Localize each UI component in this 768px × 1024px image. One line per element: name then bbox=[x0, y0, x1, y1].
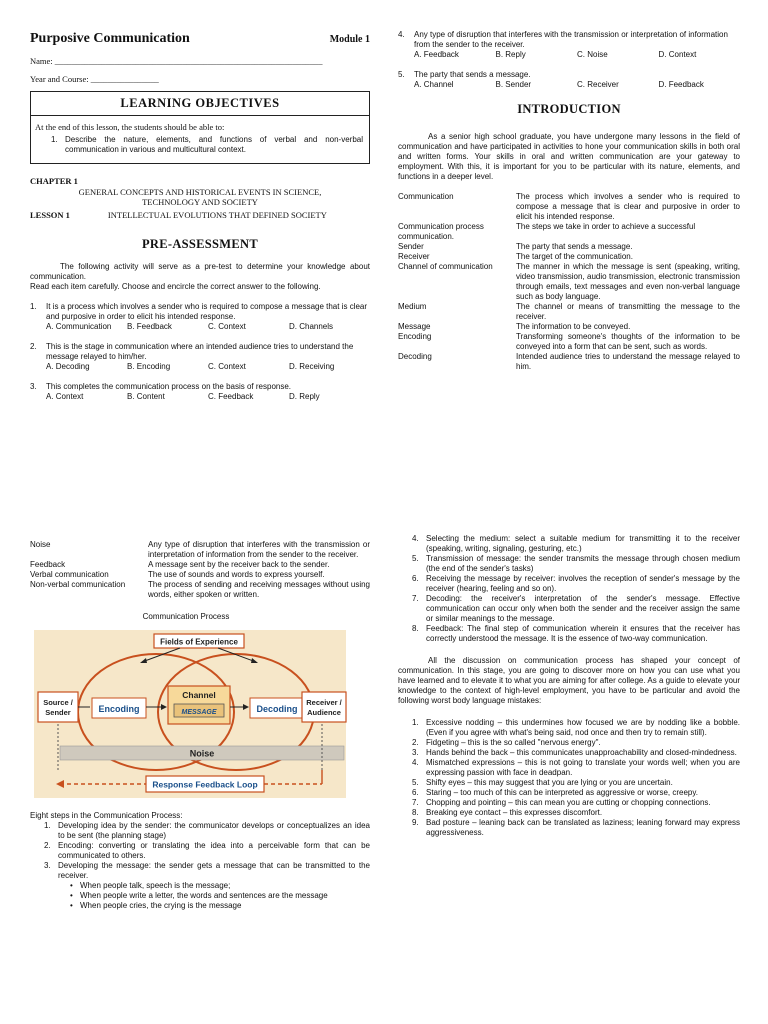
communication-diagram-svg bbox=[30, 630, 348, 800]
definition-row bbox=[398, 222, 740, 242]
body-language-mistakes-list bbox=[398, 718, 740, 838]
choice-c[interactable]: C. Feedback bbox=[208, 392, 254, 402]
choice-a[interactable]: A. Decoding bbox=[46, 362, 90, 372]
item-number: 5. bbox=[412, 778, 419, 787]
year-course-field[interactable]: Year and Course: ________________ bbox=[30, 74, 159, 85]
item-number: 5. bbox=[412, 554, 419, 563]
item-text: Breaking eye contact – this expresses discomfort. bbox=[426, 808, 603, 817]
step-item bbox=[412, 574, 740, 594]
definition-row bbox=[30, 560, 370, 570]
step-item bbox=[44, 821, 370, 841]
name-field[interactable]: Name: _______________________________________________________________ bbox=[30, 55, 323, 66]
definition-description: The channel or means of transmitting the message to the receiver. bbox=[516, 301, 740, 321]
mistake-item bbox=[412, 808, 740, 818]
item-text: Developing the message: the sender gets a message that can be transmitted to the receiver. bbox=[58, 861, 370, 880]
choice-c[interactable]: C. Context bbox=[208, 362, 246, 372]
definition-term: Decoding bbox=[398, 351, 432, 361]
choice-c[interactable]: C. Receiver bbox=[577, 80, 619, 89]
source-label: Source / bbox=[43, 698, 73, 707]
chapter-label: CHAPTER 1 bbox=[30, 176, 78, 186]
decoding-label: Decoding bbox=[256, 704, 298, 714]
answer-choices bbox=[414, 50, 740, 60]
bullet-icon: • bbox=[70, 901, 73, 910]
noise-label: Noise bbox=[189, 748, 215, 759]
item-text: Fidgeting – this is the so called "nervous energy". bbox=[426, 738, 601, 747]
item-number: 9. bbox=[412, 818, 419, 827]
item-number: 8. bbox=[412, 808, 419, 817]
choice-a[interactable]: A. Channel bbox=[414, 80, 454, 89]
question-5: 5. The party that sends a message. A. Channel B. Sender C. Receiver D. Feedback bbox=[398, 70, 740, 90]
definition-row bbox=[398, 332, 740, 352]
item-text: Bad posture – leaning back can be translated as laziness; leaning forward may express aggressiveness. bbox=[426, 818, 740, 837]
receiver-label: Receiver / bbox=[306, 698, 342, 707]
learning-objectives-box bbox=[30, 91, 370, 164]
step-item bbox=[44, 861, 370, 881]
question-3: 3. This completes the communication process on the basis of response. A. Context B. Content C. Feedback D. Reply bbox=[30, 382, 370, 402]
bullet-text: When people cries, the crying is the message bbox=[80, 901, 242, 910]
choice-d[interactable]: D. Channels bbox=[289, 322, 334, 332]
choice-a[interactable]: A. Communication bbox=[46, 322, 112, 332]
choice-c[interactable]: C. Context bbox=[208, 322, 246, 332]
definition-term: Channel of communication bbox=[398, 261, 493, 271]
source-sender-box bbox=[38, 692, 78, 722]
communication-process-diagram bbox=[30, 630, 370, 803]
definition-description: Intended audience tries to understand the message relayed to him. bbox=[516, 351, 740, 371]
learning-objectives-title: LEARNING OBJECTIVES bbox=[31, 96, 369, 117]
encoding-label: Encoding bbox=[98, 704, 140, 714]
steps-list-left bbox=[30, 821, 370, 881]
definition-row bbox=[30, 570, 370, 580]
definitions-table-2 bbox=[30, 540, 370, 600]
item-number: 3. bbox=[44, 861, 51, 870]
bullet-item bbox=[70, 891, 370, 901]
pre-assessment-intro: The following activity will serve as a pre-test to determine your knowledge about communication. bbox=[30, 262, 370, 282]
definition-description: The steps we take in order to achieve a successful bbox=[516, 221, 696, 231]
mistake-item bbox=[412, 798, 740, 808]
definition-description: A message sent by the receiver back to the sender. bbox=[148, 560, 330, 569]
choice-b[interactable]: B. Feedback bbox=[127, 322, 172, 332]
definition-term: Medium bbox=[398, 301, 427, 311]
definition-row bbox=[398, 262, 740, 302]
definition-row bbox=[30, 540, 370, 560]
definition-term: Verbal communication bbox=[30, 570, 109, 579]
item-number: 8. bbox=[412, 624, 419, 633]
mistake-item bbox=[412, 778, 740, 788]
step-item bbox=[412, 534, 740, 554]
choice-d[interactable]: D. Context bbox=[658, 50, 697, 59]
choice-b[interactable]: B. Reply bbox=[495, 50, 526, 59]
discussion-paragraph: All the discussion on communication process has shaped your concept of communication. In this stage, you are going to discover more on how you can use what you have learned and to elevate it to what you are aiming for after college. As a guide to elevate your knowledge to the context of high-level employment, you have to be particular and avoid the following worst body language mistakes: bbox=[398, 656, 740, 705]
definition-row bbox=[398, 242, 740, 252]
choice-b[interactable]: B. Content bbox=[127, 392, 165, 402]
choice-a[interactable]: A. Feedback bbox=[414, 50, 459, 59]
lesson-row bbox=[30, 210, 370, 221]
objective-item: 1. Describe the nature, elements, and functions of verbal and non-verbal communication in various and multicultural context. bbox=[51, 135, 363, 154]
definition-row bbox=[30, 580, 370, 600]
choice-d[interactable]: D. Reply bbox=[289, 392, 320, 402]
bullet-item bbox=[70, 881, 370, 891]
definitions-table bbox=[398, 192, 740, 372]
introduction-title: INTRODUCTION bbox=[517, 102, 621, 116]
item-text: Developing idea by the sender: the communicator develops or conceptualizes an idea to be sent (the planning stage) bbox=[58, 821, 370, 840]
step-item bbox=[44, 841, 370, 861]
definition-term: Encoding bbox=[398, 331, 432, 341]
item-number: 2. bbox=[412, 738, 419, 747]
question-2: 2. This is the stage in communication where an intended audience tries to understand the message relayed to him/her. A. Decoding B. Encoding C. Context D. Receiving bbox=[30, 342, 370, 372]
item-text: Receiving the message by receiver: involves the reception of sender's message by the receiver (hearing, feeling and so on). bbox=[426, 574, 740, 593]
definition-term: Non-verbal communication bbox=[30, 580, 126, 589]
item-text: Feedback: The final step of communication wherein it ensures that the receiver has correctly understood the message. It is the essence of two-way communication. bbox=[426, 624, 740, 643]
item-number: 7. bbox=[412, 798, 419, 807]
audience-label: Audience bbox=[307, 708, 341, 717]
introduction-text: As a senior high school graduate, you have undergone many lessons in the field of communication and have participated in activities to hone your communication skills in both oral and written forms. Your skills in oral and written communication are your gateway to employment. With this, it is important for you to be particular with its nature, elements, and functions in a deeper level. bbox=[398, 131, 740, 181]
definition-description: The manner in which the message is sent (speaking, writing, video transmission, audio transmission, electronic transmission through emails, text messages and even non-verbal language such as body language. bbox=[516, 261, 740, 301]
question-1: 1. It is a process which involves a sender who is required to compose a message that is clear and purposive in order to elicit his intended response. A. Communication B. Feedback C. Context D. Channels bbox=[30, 302, 370, 332]
definition-term: Message bbox=[398, 321, 431, 331]
item-text: Mismatched expressions – this is not going to translate your words well; when you are expressing passion with face in deadpan. bbox=[426, 758, 740, 777]
fields-of-experience-label: Fields of Experience bbox=[160, 637, 238, 647]
choice-a[interactable]: A. Context bbox=[46, 392, 84, 402]
course-title: Purposive Communication bbox=[30, 31, 190, 46]
item-number: 4. bbox=[412, 758, 419, 767]
question-4: 4. Any type of disruption that interferes with the transmission or interpretation of information from the sender to the receiver. A. Feedback B. Reply C. Noise D. Context bbox=[398, 30, 740, 60]
choice-d[interactable]: D. Feedback bbox=[658, 80, 704, 89]
item-text: Hands behind the back – this communicates unapproachability and closed-mindedness. bbox=[426, 748, 737, 757]
item-number: 1. bbox=[44, 821, 51, 830]
mistake-item bbox=[412, 758, 740, 778]
page-bottom bbox=[0, 512, 768, 1024]
item-text: Transmission of message: the sender transmits the message through chosen medium (the end of the sender's tasks) bbox=[426, 554, 740, 573]
definition-term: Sender bbox=[398, 241, 424, 251]
definition-term: Receiver bbox=[398, 251, 430, 261]
right-column-top bbox=[398, 0, 740, 372]
item-number: 6. bbox=[412, 574, 419, 583]
pre-assessment-title: PRE-ASSESSMENT bbox=[141, 236, 259, 251]
left-column-top bbox=[30, 0, 370, 402]
header-row bbox=[30, 30, 370, 48]
lesson-title: INTELLECTUAL EVOLUTIONS THAT DEFINED SOCIETY bbox=[107, 209, 327, 220]
item-text: Chopping and pointing – this can mean you are cutting or chopping connections. bbox=[426, 798, 711, 807]
message-label: MESSAGE bbox=[181, 709, 217, 716]
choice-b[interactable]: B. Encoding bbox=[127, 362, 171, 372]
definition-description: The target of the communication. bbox=[516, 251, 633, 261]
step-item bbox=[412, 594, 740, 624]
bullet-item bbox=[70, 901, 370, 911]
item-number: 1. bbox=[412, 718, 419, 727]
choice-d[interactable]: D. Receiving bbox=[289, 362, 335, 372]
chapter-title: GENERAL CONCEPTS AND HISTORICAL EVENTS IN SCIENCE, TECHNOLOGY AND SOCIETY bbox=[78, 186, 322, 208]
message-examples-list bbox=[30, 881, 370, 911]
item-text: Decoding: the receiver's interpretation of the sender's message. Effective communication can occur only when both the sender and the receiver assign the same or similar meanings to the message. bbox=[426, 594, 740, 623]
steps-list-right bbox=[398, 534, 740, 644]
receiver-audience-box bbox=[302, 692, 346, 722]
bullet-icon: • bbox=[70, 891, 73, 900]
definition-term: Communication process communication. bbox=[398, 221, 484, 241]
definition-description: Any type of disruption that interferes with the transmission or interpretation of information from the sender to the receiver. bbox=[148, 540, 370, 559]
step-item bbox=[412, 624, 740, 644]
mistake-item bbox=[412, 788, 740, 798]
module-label: Module 1 bbox=[329, 34, 370, 45]
definition-description: The process of sending and receiving messages without using words, either spoken or written. bbox=[148, 580, 370, 599]
definition-row bbox=[398, 302, 740, 322]
right-column-bottom bbox=[398, 534, 740, 838]
definition-description: The party that sends a message. bbox=[516, 241, 633, 251]
left-column-bottom bbox=[30, 532, 370, 911]
pre-assessment-instruction: Read each item carefully. Choose and encircle the correct answer to the following. bbox=[30, 282, 321, 292]
item-number: 6. bbox=[412, 788, 419, 797]
lesson-label: LESSON 1 bbox=[30, 209, 70, 220]
item-text: Staring – too much of this can be interpreted as aggressive or worse, creepy. bbox=[426, 788, 698, 797]
definition-term: Noise bbox=[30, 540, 51, 549]
definition-row bbox=[398, 352, 740, 372]
bullet-icon: • bbox=[70, 881, 73, 890]
item-number: 2. bbox=[44, 841, 51, 850]
answer-choices bbox=[414, 80, 740, 90]
item-text: Shifty eyes – this may suggest that you are lying or you are uncertain. bbox=[426, 778, 673, 787]
item-number: 7. bbox=[412, 594, 419, 603]
item-text: Encoding: converting or translating the idea into a perceivable form that can be communicated to others. bbox=[58, 841, 370, 860]
definition-description: Transforming someone's thoughts of the information to be conveyed into a form that can be sent, such as words. bbox=[516, 331, 740, 351]
item-text: Excessive nodding – this undermines how focused we are by nodding like a bobble. (Even if you agree with what's being said, nod once and then try to remain still). bbox=[426, 718, 740, 737]
definition-description: The information to be conveyed. bbox=[516, 321, 631, 331]
definition-term: Feedback bbox=[30, 560, 66, 569]
steps-title: Eight steps in the Communication Process: bbox=[30, 811, 183, 820]
definition-description: The process which involves a sender who is required to compose a message that is clear and purposive in order to elicit his intended response. bbox=[516, 191, 740, 221]
mistake-item bbox=[412, 748, 740, 758]
choice-c[interactable]: C. Noise bbox=[577, 50, 608, 59]
definition-description: The use of sounds and words to express yourself. bbox=[148, 570, 325, 579]
item-text: Selecting the medium: select a suitable medium for transmitting it to the receiver (speaking, writing, signaling, gesturing, etc.) bbox=[426, 534, 740, 553]
answer-choices bbox=[46, 362, 370, 372]
definition-term: Communication bbox=[398, 191, 454, 201]
channel-label: Channel bbox=[182, 690, 216, 700]
mistake-item bbox=[412, 738, 740, 748]
answer-choices bbox=[46, 392, 370, 402]
objectives-intro: At the end of this lesson, the students should be able to: bbox=[35, 122, 225, 133]
item-number: 4. bbox=[412, 534, 419, 543]
definition-row bbox=[398, 322, 740, 332]
step-item bbox=[412, 554, 740, 574]
bullet-text: When people write a letter, the words and sentences are the message bbox=[80, 891, 328, 900]
item-number: 3. bbox=[412, 748, 419, 757]
definition-row bbox=[398, 192, 740, 222]
definition-row bbox=[398, 252, 740, 262]
mistake-item bbox=[412, 718, 740, 738]
diagram-caption: Communication Process bbox=[142, 612, 230, 621]
mistake-item bbox=[412, 818, 740, 838]
bullet-text: When people talk, speech is the message; bbox=[80, 881, 231, 890]
feedback-loop-label: Response Feedback Loop bbox=[152, 779, 258, 790]
sender-label: Sender bbox=[45, 708, 71, 717]
answer-choices bbox=[46, 322, 370, 332]
choice-b[interactable]: B. Sender bbox=[495, 80, 532, 89]
